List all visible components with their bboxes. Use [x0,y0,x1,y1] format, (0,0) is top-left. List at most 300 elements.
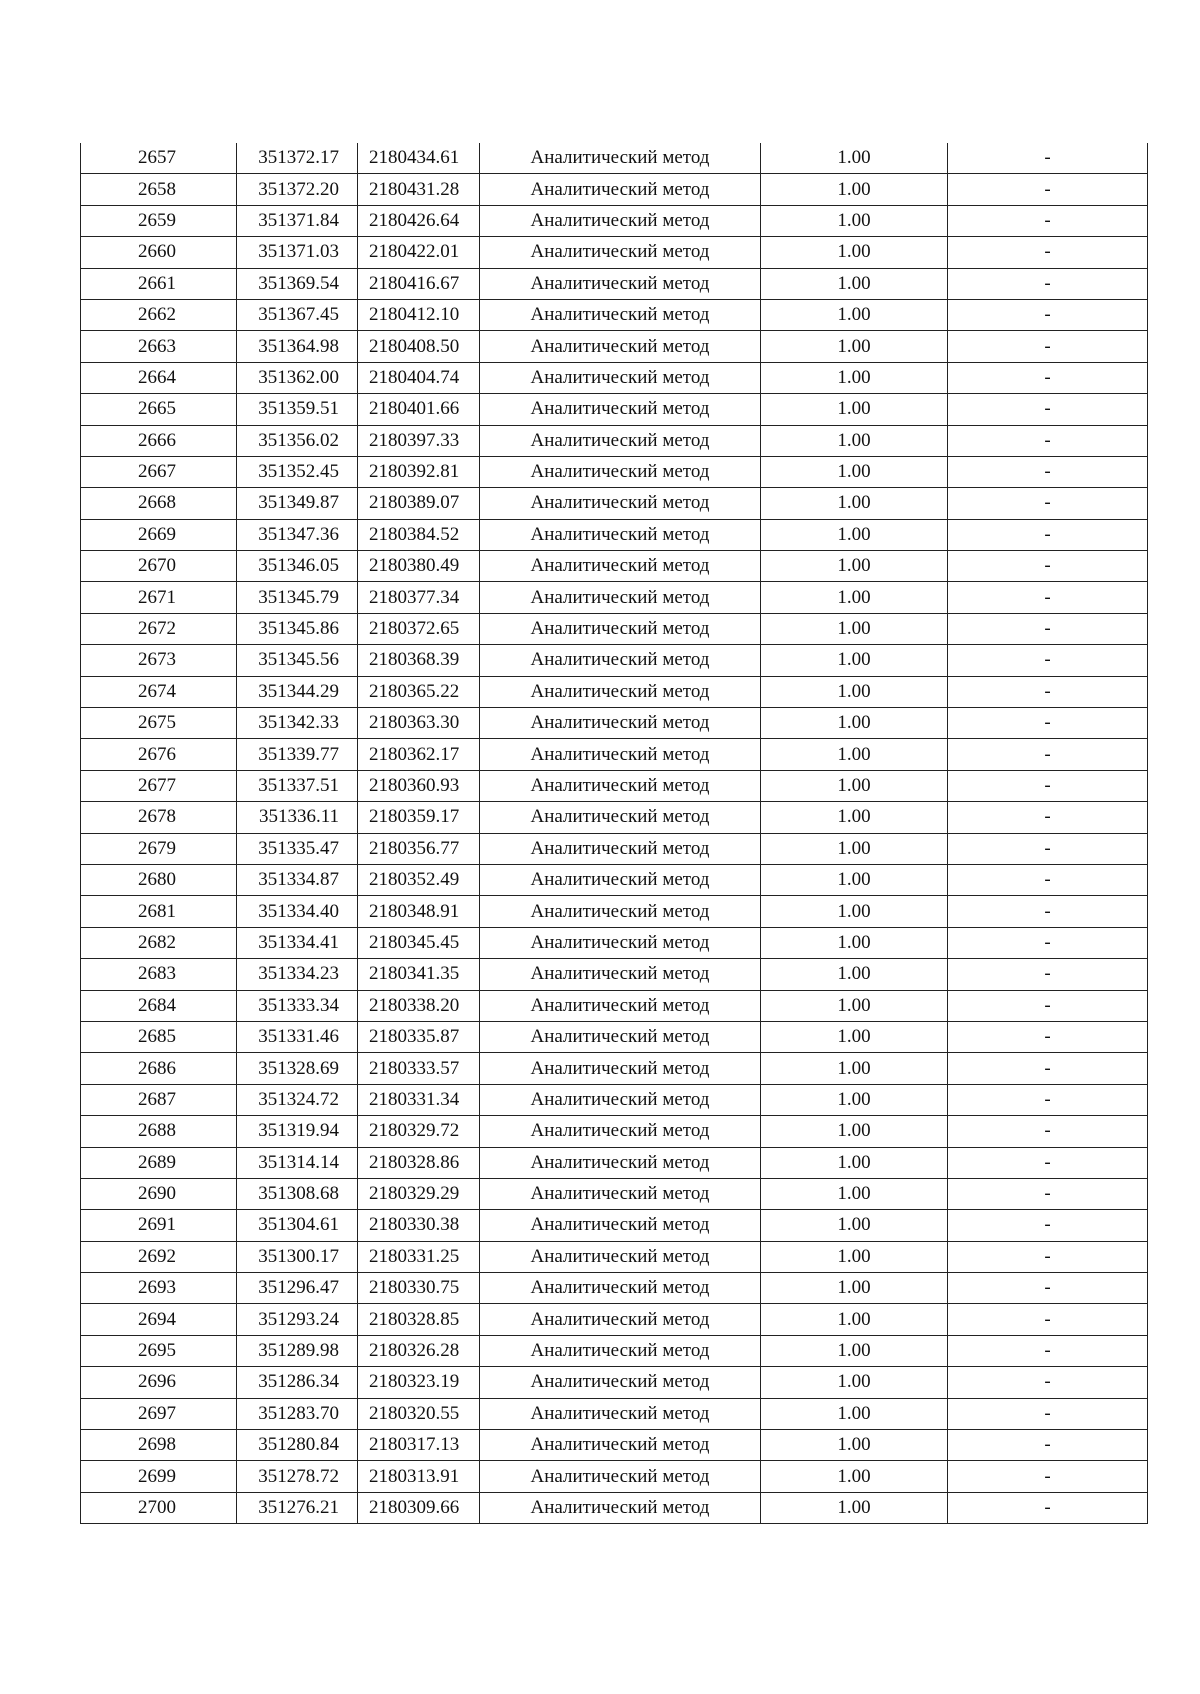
point-number-cell: 2673 [81,645,237,676]
note-cell: - [948,959,1148,990]
y-coordinate-cell: 2180431.28 [358,174,480,205]
y-coordinate-cell: 2180309.66 [358,1492,480,1523]
y-coordinate-cell: 2180359.17 [358,802,480,833]
x-coordinate-cell: 351276.21 [237,1492,358,1523]
y-coordinate-cell: 2180331.34 [358,1084,480,1115]
x-coordinate-cell: 351280.84 [237,1430,358,1461]
table-row [81,331,1148,362]
point-number-cell: 2688 [81,1116,237,1147]
accuracy-cell: 1.00 [761,1053,948,1084]
y-coordinate-cell: 2180416.67 [358,268,480,299]
x-coordinate-cell: 351289.98 [237,1335,358,1366]
coordinates-table-body [81,143,1148,1524]
accuracy-cell: 1.00 [761,362,948,393]
table-row [81,205,1148,236]
table-row [81,268,1148,299]
y-coordinate-cell: 2180330.75 [358,1273,480,1304]
y-coordinate-cell: 2180408.50 [358,331,480,362]
note-cell: - [948,174,1148,205]
method-cell: Аналитический метод [480,1430,761,1461]
table-row [81,174,1148,205]
method-cell: Аналитический метод [480,833,761,864]
table-row [81,425,1148,456]
x-coordinate-cell: 351324.72 [237,1084,358,1115]
table-row [81,1273,1148,1304]
table-row [81,1178,1148,1209]
method-cell: Аналитический метод [480,1053,761,1084]
note-cell: - [948,1084,1148,1115]
x-coordinate-cell: 351333.34 [237,990,358,1021]
point-number-cell: 2683 [81,959,237,990]
x-coordinate-cell: 351345.79 [237,582,358,613]
table-row [81,1335,1148,1366]
table-row [81,708,1148,739]
accuracy-cell: 1.00 [761,551,948,582]
x-coordinate-cell: 351356.02 [237,425,358,456]
method-cell: Аналитический метод [480,143,761,174]
x-coordinate-cell: 351334.41 [237,927,358,958]
table-row [81,927,1148,958]
y-coordinate-cell: 2180320.55 [358,1398,480,1429]
method-cell: Аналитический метод [480,1304,761,1335]
y-coordinate-cell: 2180328.85 [358,1304,480,1335]
x-coordinate-cell: 351308.68 [237,1178,358,1209]
accuracy-cell: 1.00 [761,959,948,990]
y-coordinate-cell: 2180377.34 [358,582,480,613]
note-cell: - [948,1241,1148,1272]
coordinates-table [80,143,1148,1524]
table-row [81,1116,1148,1147]
table-row [81,519,1148,550]
table-row [81,896,1148,927]
x-coordinate-cell: 351342.33 [237,708,358,739]
accuracy-cell: 1.00 [761,1273,948,1304]
y-coordinate-cell: 2180345.45 [358,927,480,958]
accuracy-cell: 1.00 [761,394,948,425]
table-row [81,1430,1148,1461]
accuracy-cell: 1.00 [761,1116,948,1147]
x-coordinate-cell: 351359.51 [237,394,358,425]
point-number-cell: 2670 [81,551,237,582]
method-cell: Аналитический метод [480,739,761,770]
table-row [81,1021,1148,1052]
y-coordinate-cell: 2180412.10 [358,299,480,330]
note-cell: - [948,1053,1148,1084]
accuracy-cell: 1.00 [761,1335,948,1366]
y-coordinate-cell: 2180356.77 [358,833,480,864]
note-cell: - [948,519,1148,550]
y-coordinate-cell: 2180362.17 [358,739,480,770]
note-cell: - [948,1398,1148,1429]
table-row [81,299,1148,330]
y-coordinate-cell: 2180335.87 [358,1021,480,1052]
table-row [81,1053,1148,1084]
y-coordinate-cell: 2180397.33 [358,425,480,456]
y-coordinate-cell: 2180389.07 [358,488,480,519]
y-coordinate-cell: 2180426.64 [358,205,480,236]
accuracy-cell: 1.00 [761,927,948,958]
note-cell: - [948,425,1148,456]
y-coordinate-cell: 2180338.20 [358,990,480,1021]
x-coordinate-cell: 351314.14 [237,1147,358,1178]
table-row [81,394,1148,425]
method-cell: Аналитический метод [480,1210,761,1241]
accuracy-cell: 1.00 [761,1461,948,1492]
x-coordinate-cell: 351337.51 [237,770,358,801]
point-number-cell: 2678 [81,802,237,833]
point-number-cell: 2690 [81,1178,237,1209]
table-row [81,645,1148,676]
x-coordinate-cell: 351283.70 [237,1398,358,1429]
x-coordinate-cell: 351334.87 [237,864,358,895]
x-coordinate-cell: 351352.45 [237,456,358,487]
x-coordinate-cell: 351286.34 [237,1367,358,1398]
note-cell: - [948,488,1148,519]
point-number-cell: 2677 [81,770,237,801]
point-number-cell: 2666 [81,425,237,456]
table-row [81,237,1148,268]
note-cell: - [948,990,1148,1021]
method-cell: Аналитический метод [480,613,761,644]
note-cell: - [948,1021,1148,1052]
x-coordinate-cell: 351372.17 [237,143,358,174]
table-row [81,551,1148,582]
point-number-cell: 2668 [81,488,237,519]
method-cell: Аналитический метод [480,708,761,739]
method-cell: Аналитический метод [480,1147,761,1178]
x-coordinate-cell: 351336.11 [237,802,358,833]
point-number-cell: 2681 [81,896,237,927]
table-row [81,676,1148,707]
table-row [81,864,1148,895]
table-row [81,582,1148,613]
accuracy-cell: 1.00 [761,708,948,739]
y-coordinate-cell: 2180372.65 [358,613,480,644]
note-cell: - [948,331,1148,362]
x-coordinate-cell: 351334.23 [237,959,358,990]
accuracy-cell: 1.00 [761,990,948,1021]
accuracy-cell: 1.00 [761,205,948,236]
note-cell: - [948,708,1148,739]
point-number-cell: 2689 [81,1147,237,1178]
accuracy-cell: 1.00 [761,1241,948,1272]
point-number-cell: 2660 [81,237,237,268]
y-coordinate-cell: 2180317.13 [358,1430,480,1461]
method-cell: Аналитический метод [480,770,761,801]
point-number-cell: 2676 [81,739,237,770]
note-cell: - [948,896,1148,927]
y-coordinate-cell: 2180323.19 [358,1367,480,1398]
table-row [81,802,1148,833]
point-number-cell: 2674 [81,676,237,707]
table-row [81,1241,1148,1272]
x-coordinate-cell: 351345.56 [237,645,358,676]
y-coordinate-cell: 2180434.61 [358,143,480,174]
point-number-cell: 2696 [81,1367,237,1398]
table-row [81,1084,1148,1115]
x-coordinate-cell: 351300.17 [237,1241,358,1272]
note-cell: - [948,833,1148,864]
point-number-cell: 2664 [81,362,237,393]
accuracy-cell: 1.00 [761,425,948,456]
point-number-cell: 2687 [81,1084,237,1115]
y-coordinate-cell: 2180365.22 [358,676,480,707]
method-cell: Аналитический метод [480,1461,761,1492]
note-cell: - [948,1116,1148,1147]
y-coordinate-cell: 2180368.39 [358,645,480,676]
point-number-cell: 2695 [81,1335,237,1366]
note-cell: - [948,645,1148,676]
method-cell: Аналитический метод [480,425,761,456]
y-coordinate-cell: 2180333.57 [358,1053,480,1084]
accuracy-cell: 1.00 [761,268,948,299]
accuracy-cell: 1.00 [761,1430,948,1461]
table-row [81,833,1148,864]
method-cell: Аналитический метод [480,1241,761,1272]
table-row [81,613,1148,644]
note-cell: - [948,739,1148,770]
x-coordinate-cell: 351362.00 [237,362,358,393]
point-number-cell: 2659 [81,205,237,236]
point-number-cell: 2679 [81,833,237,864]
point-number-cell: 2665 [81,394,237,425]
y-coordinate-cell: 2180384.52 [358,519,480,550]
table-row [81,990,1148,1021]
table-row [81,739,1148,770]
point-number-cell: 2682 [81,927,237,958]
accuracy-cell: 1.00 [761,237,948,268]
method-cell: Аналитический метод [480,1021,761,1052]
method-cell: Аналитический метод [480,896,761,927]
method-cell: Аналитический метод [480,551,761,582]
method-cell: Аналитический метод [480,1335,761,1366]
table-row [81,456,1148,487]
table-row [81,1398,1148,1429]
table-row [81,959,1148,990]
method-cell: Аналитический метод [480,331,761,362]
point-number-cell: 2661 [81,268,237,299]
note-cell: - [948,551,1148,582]
point-number-cell: 2662 [81,299,237,330]
note-cell: - [948,205,1148,236]
accuracy-cell: 1.00 [761,676,948,707]
point-number-cell: 2663 [81,331,237,362]
accuracy-cell: 1.00 [761,1304,948,1335]
x-coordinate-cell: 351296.47 [237,1273,358,1304]
x-coordinate-cell: 351369.54 [237,268,358,299]
note-cell: - [948,1367,1148,1398]
accuracy-cell: 1.00 [761,488,948,519]
x-coordinate-cell: 351319.94 [237,1116,358,1147]
y-coordinate-cell: 2180363.30 [358,708,480,739]
point-number-cell: 2672 [81,613,237,644]
point-number-cell: 2657 [81,143,237,174]
accuracy-cell: 1.00 [761,1492,948,1523]
x-coordinate-cell: 351339.77 [237,739,358,770]
point-number-cell: 2658 [81,174,237,205]
method-cell: Аналитический метод [480,1273,761,1304]
x-coordinate-cell: 351331.46 [237,1021,358,1052]
note-cell: - [948,394,1148,425]
table-row [81,1210,1148,1241]
y-coordinate-cell: 2180401.66 [358,394,480,425]
table-row [81,1461,1148,1492]
method-cell: Аналитический метод [480,1492,761,1523]
method-cell: Аналитический метод [480,299,761,330]
method-cell: Аналитический метод [480,1367,761,1398]
table-row [81,1492,1148,1523]
x-coordinate-cell: 351372.20 [237,174,358,205]
point-number-cell: 2693 [81,1273,237,1304]
accuracy-cell: 1.00 [761,331,948,362]
y-coordinate-cell: 2180352.49 [358,864,480,895]
note-cell: - [948,582,1148,613]
x-coordinate-cell: 351335.47 [237,833,358,864]
accuracy-cell: 1.00 [761,582,948,613]
accuracy-cell: 1.00 [761,645,948,676]
accuracy-cell: 1.00 [761,143,948,174]
point-number-cell: 2671 [81,582,237,613]
method-cell: Аналитический метод [480,237,761,268]
note-cell: - [948,237,1148,268]
y-coordinate-cell: 2180331.25 [358,1241,480,1272]
table-row [81,362,1148,393]
x-coordinate-cell: 351278.72 [237,1461,358,1492]
table-row [81,143,1148,174]
y-coordinate-cell: 2180328.86 [358,1147,480,1178]
note-cell: - [948,1273,1148,1304]
x-coordinate-cell: 351349.87 [237,488,358,519]
table-row [81,770,1148,801]
method-cell: Аналитический метод [480,1178,761,1209]
table-row [81,1147,1148,1178]
method-cell: Аналитический метод [480,1116,761,1147]
method-cell: Аналитический метод [480,645,761,676]
method-cell: Аналитический метод [480,174,761,205]
accuracy-cell: 1.00 [761,802,948,833]
accuracy-cell: 1.00 [761,864,948,895]
point-number-cell: 2675 [81,708,237,739]
point-number-cell: 2685 [81,1021,237,1052]
note-cell: - [948,1147,1148,1178]
point-number-cell: 2694 [81,1304,237,1335]
y-coordinate-cell: 2180313.91 [358,1461,480,1492]
method-cell: Аналитический метод [480,864,761,895]
accuracy-cell: 1.00 [761,1178,948,1209]
method-cell: Аналитический метод [480,959,761,990]
note-cell: - [948,1461,1148,1492]
point-number-cell: 2667 [81,456,237,487]
accuracy-cell: 1.00 [761,1398,948,1429]
y-coordinate-cell: 2180422.01 [358,237,480,268]
y-coordinate-cell: 2180330.38 [358,1210,480,1241]
point-number-cell: 2699 [81,1461,237,1492]
method-cell: Аналитический метод [480,1398,761,1429]
x-coordinate-cell: 351328.69 [237,1053,358,1084]
table-row [81,1304,1148,1335]
y-coordinate-cell: 2180329.29 [358,1178,480,1209]
accuracy-cell: 1.00 [761,613,948,644]
method-cell: Аналитический метод [480,1084,761,1115]
method-cell: Аналитический метод [480,205,761,236]
table-row [81,488,1148,519]
x-coordinate-cell: 351367.45 [237,299,358,330]
y-coordinate-cell: 2180404.74 [358,362,480,393]
note-cell: - [948,299,1148,330]
accuracy-cell: 1.00 [761,1367,948,1398]
accuracy-cell: 1.00 [761,896,948,927]
y-coordinate-cell: 2180329.72 [358,1116,480,1147]
x-coordinate-cell: 351293.24 [237,1304,358,1335]
method-cell: Аналитический метод [480,394,761,425]
note-cell: - [948,802,1148,833]
x-coordinate-cell: 351345.86 [237,613,358,644]
y-coordinate-cell: 2180360.93 [358,770,480,801]
note-cell: - [948,1178,1148,1209]
accuracy-cell: 1.00 [761,1084,948,1115]
y-coordinate-cell: 2180348.91 [358,896,480,927]
method-cell: Аналитический метод [480,990,761,1021]
note-cell: - [948,268,1148,299]
x-coordinate-cell: 351346.05 [237,551,358,582]
method-cell: Аналитический метод [480,802,761,833]
point-number-cell: 2691 [81,1210,237,1241]
note-cell: - [948,143,1148,174]
table-row [81,1367,1148,1398]
method-cell: Аналитический метод [480,456,761,487]
accuracy-cell: 1.00 [761,1021,948,1052]
point-number-cell: 2692 [81,1241,237,1272]
accuracy-cell: 1.00 [761,519,948,550]
accuracy-cell: 1.00 [761,1210,948,1241]
y-coordinate-cell: 2180326.28 [358,1335,480,1366]
note-cell: - [948,362,1148,393]
method-cell: Аналитический метод [480,927,761,958]
point-number-cell: 2698 [81,1430,237,1461]
note-cell: - [948,1430,1148,1461]
method-cell: Аналитический метод [480,676,761,707]
point-number-cell: 2697 [81,1398,237,1429]
y-coordinate-cell: 2180392.81 [358,456,480,487]
note-cell: - [948,770,1148,801]
note-cell: - [948,1335,1148,1366]
method-cell: Аналитический метод [480,519,761,550]
point-number-cell: 2684 [81,990,237,1021]
method-cell: Аналитический метод [480,582,761,613]
note-cell: - [948,1492,1148,1523]
note-cell: - [948,864,1148,895]
method-cell: Аналитический метод [480,268,761,299]
accuracy-cell: 1.00 [761,739,948,770]
accuracy-cell: 1.00 [761,833,948,864]
method-cell: Аналитический метод [480,362,761,393]
y-coordinate-cell: 2180341.35 [358,959,480,990]
x-coordinate-cell: 351364.98 [237,331,358,362]
accuracy-cell: 1.00 [761,299,948,330]
point-number-cell: 2680 [81,864,237,895]
y-coordinate-cell: 2180380.49 [358,551,480,582]
point-number-cell: 2686 [81,1053,237,1084]
note-cell: - [948,676,1148,707]
x-coordinate-cell: 351371.03 [237,237,358,268]
accuracy-cell: 1.00 [761,1147,948,1178]
note-cell: - [948,927,1148,958]
x-coordinate-cell: 351347.36 [237,519,358,550]
note-cell: - [948,1304,1148,1335]
accuracy-cell: 1.00 [761,174,948,205]
method-cell: Аналитический метод [480,488,761,519]
point-number-cell: 2669 [81,519,237,550]
